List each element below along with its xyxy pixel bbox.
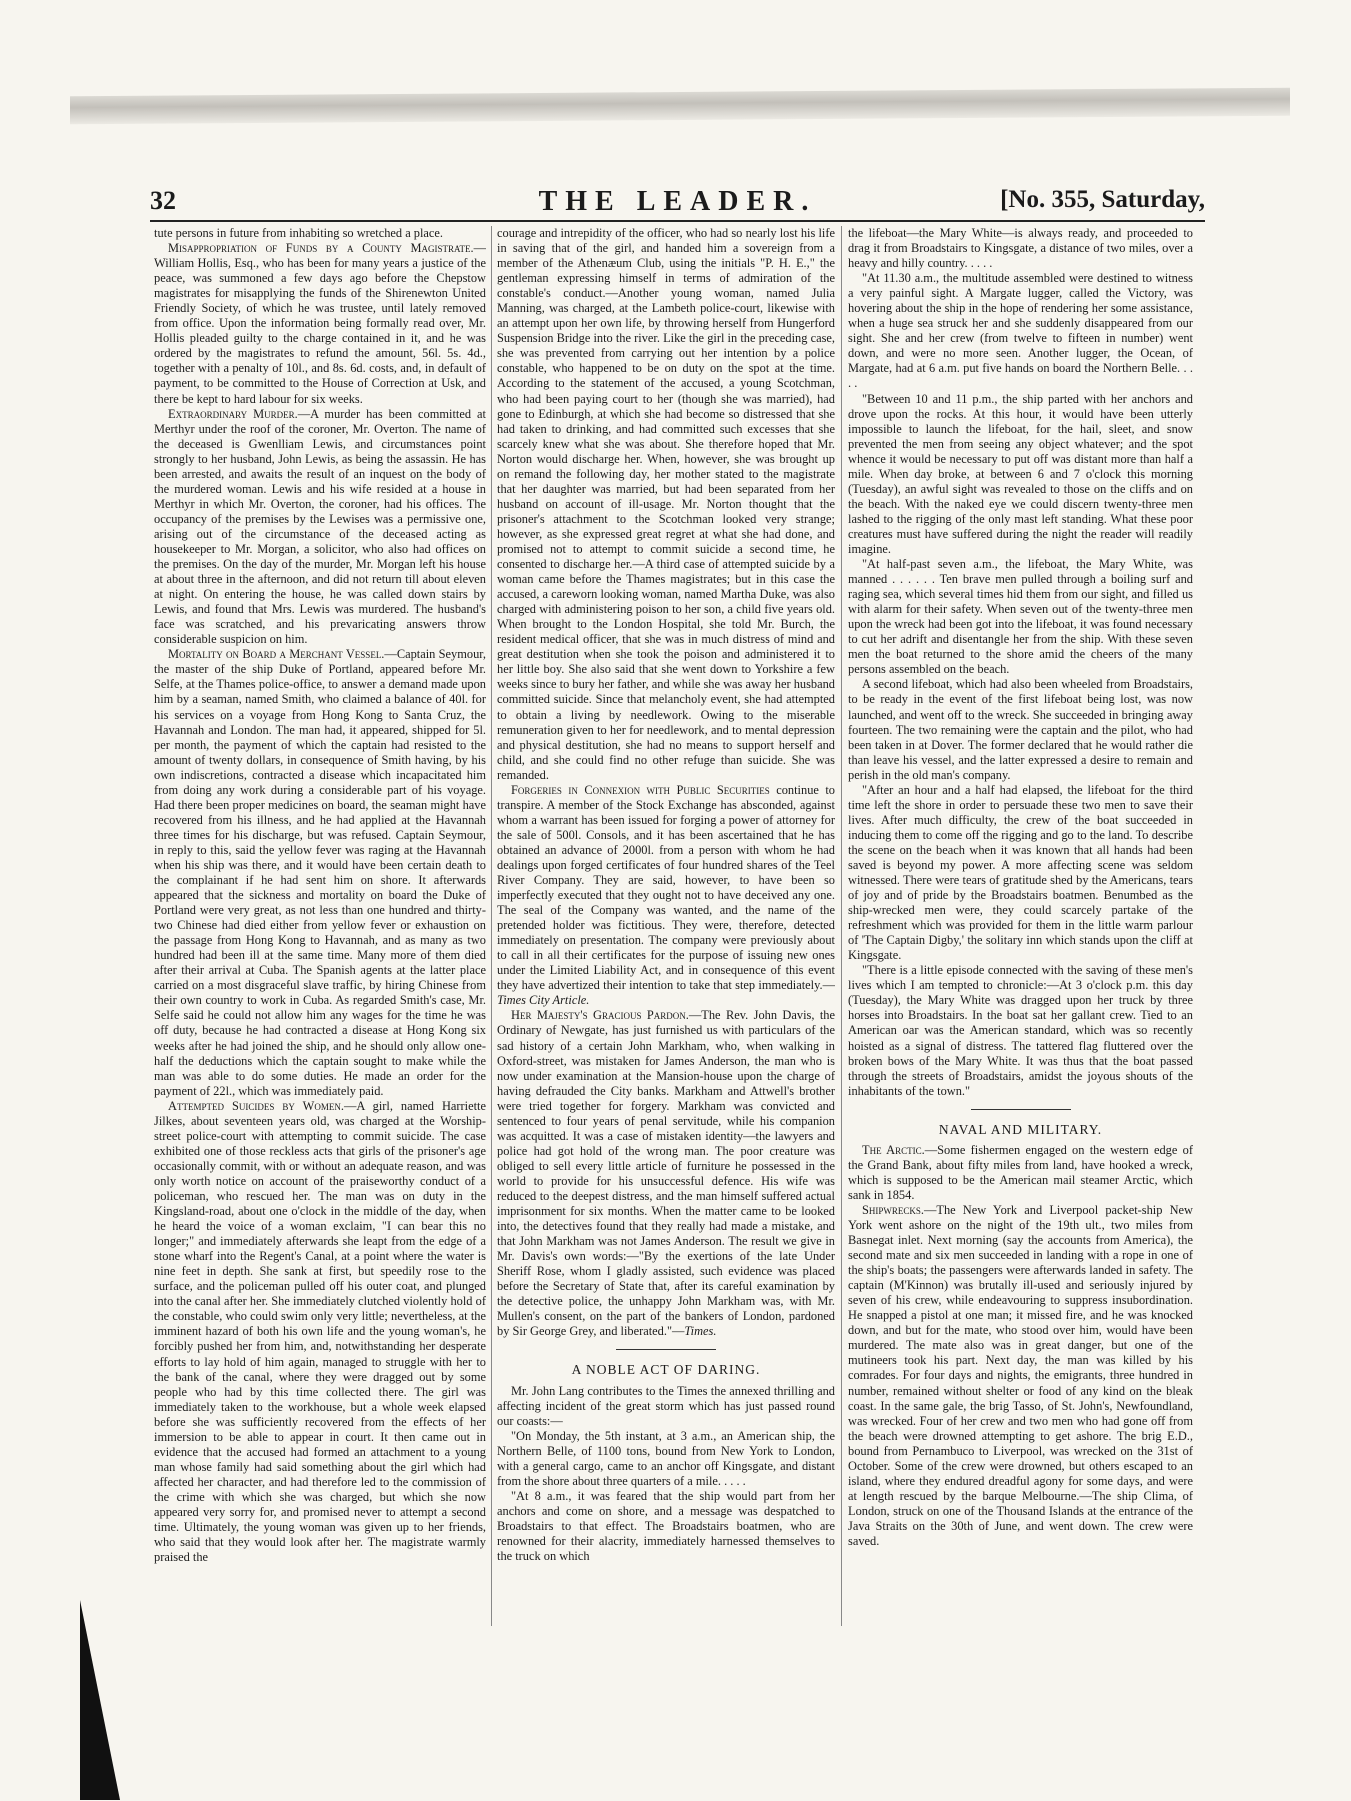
article-misappropriation [154, 241, 486, 407]
paragraph: Mr. John Lang contributes to the Times the annexed thrilling and affecting incident of the great storm which has just passed round our coasts:— [497, 1383, 835, 1428]
paragraph: "Between 10 and 11 p.m., the ship parted with her anchors and drove upon the rocks. At this hour, it would have been utterly impossible to launch the lifeboat, for the hail, sleet, and snow prevented the men from seeing any object whatever; and the spot whence it would be necessary to put off was distant more than half a mile. When day broke, at between 6 and 7 o'clock this morning (Tuesday), an awful sight was revealed to those on the cliffs and on the beach. With the naked eye we could discern twenty-three men lashed to the rigging of the only mast left standing. What these poor creatures must have suffered during the night the reader will readily imagine. [848, 391, 1193, 556]
column-rule [841, 226, 842, 1626]
scan-edge-shadow [70, 88, 1290, 125]
article-arctic [848, 1143, 1193, 1203]
paragraph: A second lifeboat, which had also been wheeled from Broadstairs, to be ready in the event of the first lifeboat being lost, was now launched, and went off to the wreck. She succeeded in bringing away fourteen. The two remaining were the captain and the pilot, who had been taken in at Dover. The former declared that he would rather die than leave his vessel, and the latter expressed a desire to remain and perish in the old man's company. [848, 677, 1193, 782]
article-shipwrecks [848, 1203, 1193, 1549]
paragraph: courage and intrepidity of the officer, who had so nearly lost his life in saving that of the girl, and handed him a sovereign from a member of the Athenæum Club, using the initials "P. H. E.," the gentleman expressing himself in terms of admiration of the constable's conduct.—Another young woman, named Julia Manning, was charged, at the Lambeth police-court, likewise with an attempt upon her own life, by throwing herself from Hungerford Suspension Bridge into the river. Like the girl in the preceding case, she was prevented from carrying out her intention by a police constable, who happened to be on duty on the spot at the time. According to the statement of the accused, a young Scotchman, who had been paying court to her (though she was married), had gone to Edinburgh, at which she had become so distressed that she had taken to drinking, and had committed such excesses that she scarcely knew what she was about. She therefore hoped that Mr. Norton would discharge her. When, however, she was brought up on remand the following day, her mother stated to the magistrate that her daughter was married, but had been separated from her husband on account of ill-usage. Mr. Norton thought that the prisoner's attachment to the Scotchman looked very strange; however, as she expressed great regret at what she had done, and promised not to attempt to commit suicide a second time, he consented to discharge her.—A third case of attempted suicide by a woman came before the Thames magistrates; but in this case the accused, a careworn looking woman, named Martha Duke, was also charged with administering poison to her son, a child five years old. When brought to the London Hospital, she told Mr. Burch, the resident medical officer, that she was in much distress of mind and great destitution when she took the poison and administered it to her little boy. She also said that she went down to Yorkshire a few weeks since to bury her father, and while she was away her husband committed suicide. Since that melancholy event, she had attempted to obtain a living by needlework. Owing to the miserable remuneration given to her for needlework, and to mental depression and physical destitution, she had no means to support herself and child, and she could find no other refuge than suicide. She was remanded. [497, 226, 835, 782]
paragraph: the lifeboat—the Mary White—is always ready, and proceeded to drag it from Broadstairs to Kingsgate, a distance of two miles, over a heavy and hilly country. . . . . [848, 226, 1193, 271]
article-body: —Captain Seymour, the master of the ship Duke of Portland, appeared before Mr. Selfe, at the Thames police-office, to answer a demand made upon him by a seaman, named Smith, who claimed a balance of 40l. for his services on a voyage from Hong Kong to Santa Cruz, the Havannah and London. The man had, it appeared, shipped for 5l. per month, the payment of which the captain had resisted to the amount of twenty dollars, in consequence of Smith having, by his own indiscretions, contracted a disease which incapacitated him from doing any work during a considerable part of his voyage. Had there been proper medicines on board, the seaman might have recovered from his illness, and he had applied at the Havannah three times for his discharge, but was refused. Captain Seymour, in reply to this, said the yellow fever was raging at the Havannah when his ship was there, and it would have been certain death to the complainant if he had sent him on shore. It afterwards appeared that the sickness and mortality on board the Duke of Portland were very great, as not less than one hundred and thirty-two Chinese had died either from yellow fever or exhaustion on the passage from Hong Kong to Havannah, and as many as two hundred had been ill at the same time. Many more of them died after their arrival at Cuba. The Spanish agents at the latter place carried on a most disgraceful slave traffic, by hiring Chinese from their own country to work in Cuba. As regarded Smith's case, Mr. Selfe said he could not allow him any wages for the time he was off duty, because he had contracted a disease at Hong Kong six weeks after he had joined the ship, and he should only allow one-half the deductions which the captain sought to make while the man was able to do some duties. He made an order for the payment of 22l., which was immediately paid. [154, 647, 486, 1098]
paragraph: "After an hour and a half had elapsed, the lifeboat for the third time left the shore in order to persuade these two men to save their lives. After much difficulty, the crew of the boat succeeded in inducing them to come off the rigging and go to the land. To describe the scene on the beach when it was known that all hands had been saved is beyond my power. A more affecting scene was seldom witnessed. There were tears of gratitude shed by the Americans, tears of joy and of pride by the Broadstairs boatmen. Benumbed as the ship-wrecked men were, they could scarcely partake of the refreshment which was provided for them in the little warm parlour of 'The Captain Digby,' the solitary inn which stands upon the cliff at Kingsgate. [848, 782, 1193, 963]
issue-label: [No. 355, Saturday, [1000, 186, 1205, 213]
section-divider [616, 1349, 716, 1350]
article-title: Mortality on Board a Merchant Vessel. [168, 647, 385, 662]
column-2 [497, 226, 835, 1646]
paragraph: "There is a little episode connected with the saving of these men's lives which I am tempted to chronicle:—At 3 o'clock p.m. this day (Tuesday), the Mary White was dragged upon her truck by three horses into Broadstairs. In the boat sat her gallant crew. Tied to an American oar was the American standard, which was so recently hoisted as a signal of distress. The tattered flag fluttered over the broken bows of the Mary White. It was thus that the boat passed through the streets of Broadstairs, amidst the joyous shouts of the inhabitants of the town." [848, 963, 1193, 1098]
page-number: 32 [150, 186, 176, 215]
article-body: —The New York and Liverpool packet-ship New York went ashore on the night of the 19th ult., two miles from Basnegat inlet. Next morning (say the accounts from America), the second mate and six men succeeded in landing with a rope in one of the ship's boats; the passengers were afterwards landed in safety. The captain (M'Kinnon) was brutally ill-used and seriously injured by seven of his crew, while endeavouring to suppress insubordination. He snapped a pistol at one man; it missed fire, and he was knocked down, and but for the mate, who stood over him, would have been murdered. The mate also was in great danger, but one of the mutineers took his part. Next day, the man was killed by his comrades. For four days and nights, the emigrants, three hundred in number, remained without shelter or food of any kind on the bleak coast. In the same gale, the brig Tasso, of St. John's, Newfoundland, was wrecked. Four of her crew and two men who had gone off from the beach were drowned attempting to get ashore. The brig E.D., bound from Pernambuco to Liverpool, was wrecked on the 31st of October. Some of the crew were drowned, but others escaped to an island, where they endured dreadful agony for some days, and were at length rescued by the barque Melbourne.—The ship Clima, of London, struck on one of the Thousand Islands at the entrance of the Java Straits on the 30th of June, and went down. The crew were saved. [848, 1202, 1193, 1548]
article-title: Misappropriation of Funds by a County Magistrate. [168, 241, 474, 256]
scan-corner-shadow [80, 1600, 120, 1800]
column-3 [848, 226, 1193, 1646]
masthead-title: THE LEADER. [538, 186, 817, 217]
article-body: —William Hollis, Esq., who has been for many years a justice of the peace, was summoned a few days ago before the Chepstow magistrates for misapplying the funds of the Shirenewton United Friendly Society, of which he was trustee, until lately removed from office. Upon the information being formally read over, Mr. Hollis pleaded guilty to the charge contained in it, and he was ordered by the magistrates to refund the amount, 56l. 5s. 4d., together with a penalty of 10l., and 8s. 6d. costs, and, in default of payment, to be committed to the House of Correction at Usk, and there be kept to hard labour for six weeks. [154, 241, 486, 406]
article-body: —A murder has been committed at Merthyr under the roof of the coroner, Mr. Overton. The name of the deceased is Gwenlliam Lewis, and circumstances point strongly to her husband, John Lewis, as being the assassin. He has been arrested, and awaits the result of an inquest on the body of the murdered woman. Lewis and his wife resided at a house in Merthyr in which Mr. Overton, the coroner, had his offices. The occupancy of the premises by the Lewises was a permissive one, arising out of the circumstance of the deceased acting as housekeeper to Mr. Morgan, a solicitor, who also had offices on the premises. On the day of the murder, Mr. Morgan left his house at about three in the afternoon, and did not return till about eleven at night. On entering the house, he was called down stairs by Lewis, and found that Mrs. Lewis was murdered. The husband's face was scratched, and his prevaricating answers throw considerable suspicion on him. [154, 406, 486, 647]
article-title: Forgeries in Connexion with Public Securities [511, 782, 770, 797]
section-divider [971, 1109, 1071, 1110]
paragraph: "At half-past seven a.m., the lifeboat, the Mary White, was manned . . . . . . Ten brave men pulled through a boiling surf and raging sea, which several times hid them from our sight, and filled us with alarm for their safety. When seven out of the twenty-three men upon the wreck had been got into the lifeboat, it was found necessary to cut her adrift and disentangle her from the ship. With these seven men the boat returned to the shore amid the cheers of the many persons assembled on the beach. [848, 557, 1193, 677]
article-source: Times. [684, 1324, 717, 1339]
article-pardon [497, 1008, 835, 1339]
column-rule [491, 226, 492, 1626]
article-body: —The Rev. John Davis, the Ordinary of Newgate, has just furnished us with particulars of the sad history of a certain John Markham, who, when walking in Oxford-street, was mistaken for James Anderson, the man who is now under examination at the Mansion-house upon the charge of having defrauded the City banks. Markham and Attwell's brother were tried together for forgery. Markham was convicted and sentenced to four years of penal servitude, while his companion was acquitted. It was a case of mistaken identity—the lawyers and police had got hold of the wrong man. The poor creature was obliged to sell every little article of furniture he possessed in the world to provide for his unsuccessful defence. His wife was reduced to the deepest distress, and the man himself suffered actual imprisonment for six months. When the matter came to be looked into, the detectives found that they really had made a mistake, and that John Markham was not James Anderson. The result we give in Mr. Davis's own words:—"By the exertions of the late Under Sheriff Rose, whom I gladly assisted, such evidence was placed before the Secretary of State that, after its careful examination by the detective police, the unhappy John Markham was, with Mr. Mullen's consent, on the part of the bankers of London, pardoned by Sir George Grey, and liberated."— [497, 1008, 835, 1339]
article-body: —Some fishermen engaged on the western edge of the Grand Bank, about fifty miles from land, have hooked a wreck, which is supposed to be the American mail steamer Arctic, which sank in 1854. [848, 1142, 1193, 1202]
article-source: Times City Article. [497, 993, 590, 1008]
page-header [150, 186, 1205, 222]
article-body: continue to transpire. A member of the Stock Exchange has absconded, against whom a warrant has been issued for forging a power of attorney for the sale of 500l. Consols, and it has been ascertained that he has obtained an advance of 2000l. from a person with whom he had dealings upon forged certificates of four hundred shares of the Teel River Company. They are said, however, to have been so imperfectly executed that they ought not to have deceived any one. The seal of the Company was wanted, and the name of the pretended holder was fictitious. They were, therefore, detected immediately on presentation. The company were previously about to call in all their certificates for the purpose of issuing new ones under the Limited Liability Act, and in consequence of this event they have advertized their intention to take that step immediately.— [497, 782, 835, 993]
paragraph: tute persons in future from inhabiting so wretched a place. [154, 226, 444, 240]
article-title: Extraordinary Murder. [168, 406, 298, 421]
section-heading: NAVAL AND MILITARY. [938, 1121, 1103, 1137]
article-title: Her Majesty's Gracious Pardon. [511, 1008, 689, 1023]
article-forgeries [497, 783, 835, 1009]
article-body: —A girl, named Harriette Jilkes, about seventeen years old, was charged at the Worship-street police-court with attempting to commit suicide. The case exhibited one of those reckless acts that girls of the prisoner's age occasionally commit, with or without an adequate reason, and was only worth notice on account of the praiseworthy conduct of a policeman, who rescued her. The man was on duty in the Kingsland-road, about one o'clock in the middle of the day, when he heard the voice of a woman exclaim, "I can bear this no longer;" and immediately afterwards she leapt from the edge of a stone wharf into the Regent's Canal, at a point where the water is nine feet in depth. She sank at first, but speedily rose to the surface, and the policeman pulled off his outer coat, and plunged into the canal after her. She immediately clutched violently hold of the constable, who could swim only very little; nevertheless, at the imminent hazard of both his own life and the young woman's, he forcibly pushed her from him, and, notwithstanding her desperate efforts to lay hold of him again, managed to struggle with her to the bank of the canal, where they were dragged out by some people who had by this time collected there. The girl was immediately taken to the workhouse, but a whole week elapsed before she was sufficiently recovered from the effects of her immersion to be able to appear in court. It then came out in evidence that the accused had formed an attachment to a young man whose family had said something about the girl which had affected her character, and had therefore led to the commission of the crime with which she was charged, but which she now appeared very sorry for, and promised never to attempt a second time. Ultimately, the young woman was given up to her friends, who said that they would look after her. The magistrate warmly praised the [154, 1098, 486, 1565]
paragraph: "At 11.30 a.m., the multitude assembled were destined to witness a very painful sight. A Margate lugger, called the Victory, was hovering about the ship in the hope of rendering her some assistance, when a huge sea struck her and she suddenly disappeared from our sight. She and her crew (from twelve to fifteen in number) went down, and were no more seen. Another lugger, the Ocean, of Margate, had at 6 a.m. put five hands on board the Northern Belle. . . . . [848, 271, 1193, 391]
column-1 [154, 226, 486, 1646]
article-title: The Arctic. [862, 1142, 925, 1157]
article-title: Attempted Suicides by Women. [168, 1098, 344, 1113]
paragraph: "On Monday, the 5th instant, at 3 a.m., an American ship, the Northern Belle, of 1100 tons, bound from New York to London, with a general cargo, came to an anchor off Kingsgate, and distant from the shore about three quarters of a mile. . . . . [497, 1428, 835, 1488]
article-murder [154, 407, 486, 648]
paragraph: "At 8 a.m., it was feared that the ship would part from her anchors and come on shore, and a message was despatched to Broadstairs to that effect. The Broadstairs boatmen, who are renowned for their alacrity, immediately harnessed themselves to the truck on which [497, 1488, 835, 1564]
section-heading: A NOBLE ACT OF DARING. [571, 1362, 761, 1378]
article-title: Shipwrecks. [862, 1202, 924, 1217]
article-suicides [154, 1099, 486, 1565]
article-mortality [154, 647, 486, 1098]
